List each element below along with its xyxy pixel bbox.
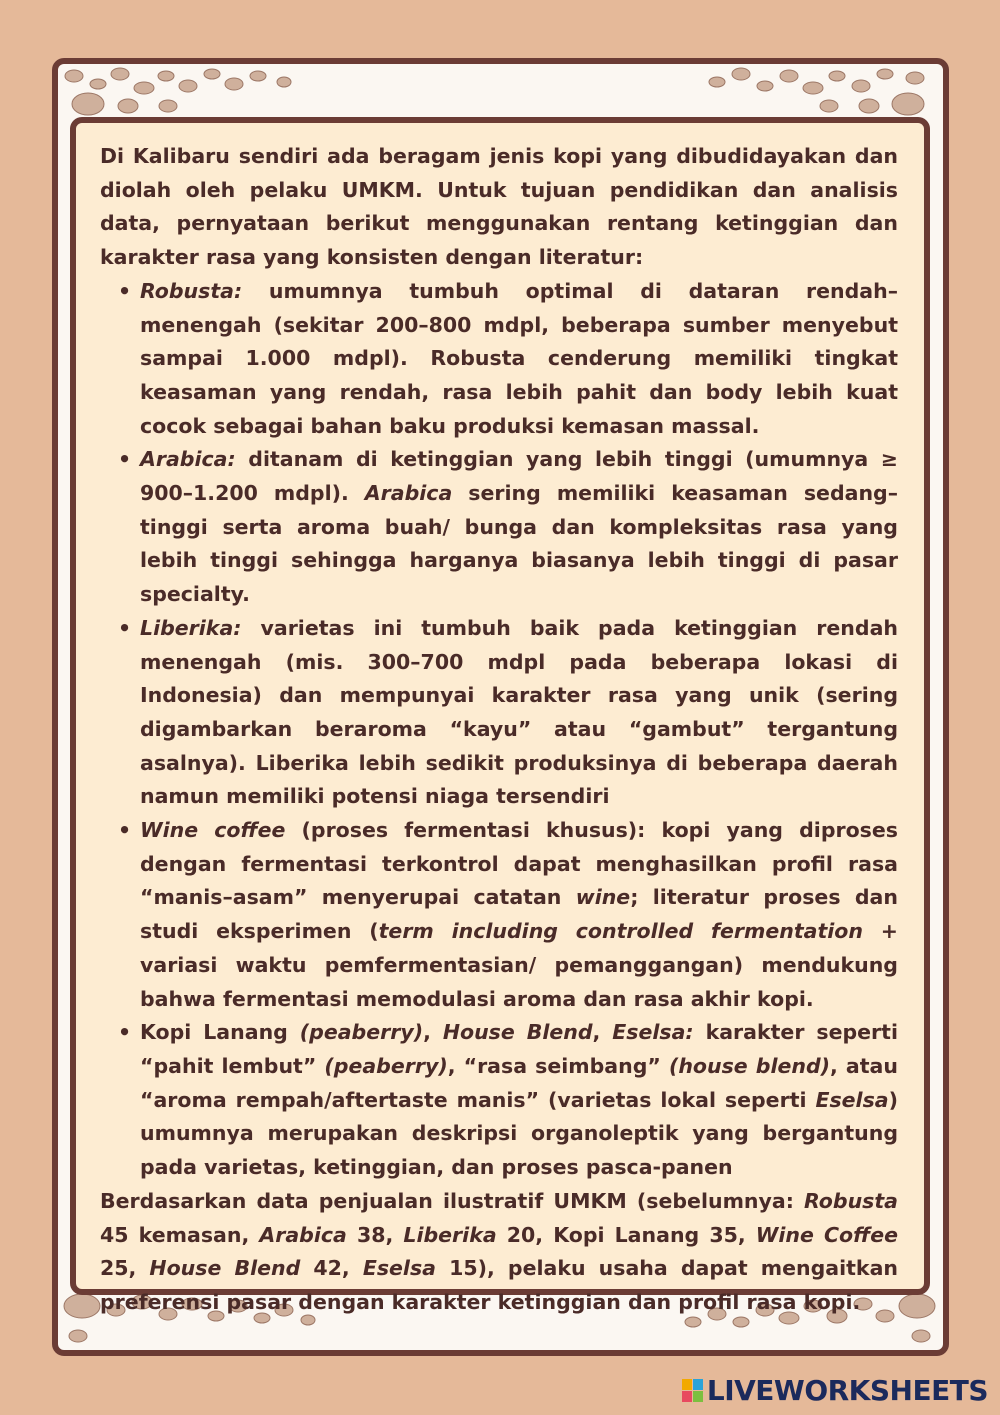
term-wine: wine [575, 885, 631, 910]
liveworksheets-logo[interactable] [682, 1374, 988, 1407]
closing-text-5: 25, [100, 1256, 150, 1281]
content-card [70, 117, 930, 1314]
list-item-robusta [140, 275, 898, 444]
closing-paragraph [100, 1185, 898, 1320]
lanang-text-4: karakter seperti “pahit lembut” [140, 1020, 898, 1078]
arabica-description-1: ditanam di ketinggian yang lebih tinggi (umumnya ≥ 900–1.200 mdpl). [140, 447, 898, 506]
liberika-description: varietas ini tumbuh baik pada ketinggian rendah menengah (mis. 300–700 mdpl pada beberapa lokasi di Indonesia) dan mempunyai karakter rasa yang unik (sering digambarkan beraroma “kayu” atau “gambut” tergantung asalnya). Liberika lebih sedikit produksinya di beberapa daerah namun memiliki potensi niaga tersendiri [140, 615, 898, 809]
closing-term-liberika: Liberika [403, 1222, 497, 1247]
term-eselsa-2: Eselsa [815, 1087, 889, 1112]
list-item-arabica [140, 443, 898, 612]
term-peaberry-2: (peaberry) [324, 1053, 448, 1078]
term-arabica-inline: Arabica [364, 481, 453, 506]
term-house-blend-2: (house blend) [668, 1053, 831, 1078]
term-eselsa: Eselsa: [612, 1020, 694, 1045]
term-liberika: Liberika: [140, 615, 242, 640]
coffee-types-list [100, 275, 898, 1185]
closing-term-robusta: Robusta [804, 1188, 898, 1213]
wine-description-2: ; literatur proses dan studi eksperimen ( [140, 885, 898, 944]
closing-text-7: 15), pelaku usaha dapat mengaitkan preferensi pasar dengan karakter ketinggian dan profil rasa kopi. [100, 1256, 898, 1314]
list-item-liberika [140, 612, 898, 814]
term-controlled-fermentation: term including controlled fermentation [378, 919, 863, 944]
coffee-beans-decoration-top-right [683, 64, 943, 124]
term-wine-coffee: Wine coffee [140, 818, 286, 843]
term-house-blend: House Blend [442, 1020, 593, 1045]
closing-term-arabica: Arabica [259, 1222, 347, 1247]
list-item-kopi-lanang [140, 1016, 898, 1185]
closing-term-wine-coffee: Wine Coffee [755, 1222, 898, 1247]
logo-text: LIVEWORKSHEETS [706, 1374, 988, 1407]
closing-text-2: 45 kemasan, [100, 1222, 260, 1247]
closing-term-eselsa: Eselsa [362, 1256, 436, 1281]
term-robusta: Robusta: [140, 278, 243, 303]
lanang-text-5: , “rasa seimbang” [447, 1053, 669, 1078]
wine-description-1: (proses fermentasi khusus): kopi yang diproses dengan fermentasi terkontrol dapat menghasilkan profil rasa “manis–asam” menyerupai catatan [140, 818, 898, 910]
list-item-wine-coffee [140, 814, 898, 1016]
lanang-text-6: , atau “aroma rempah/aftertaste manis” (varietas lokal seperti [140, 1053, 898, 1112]
intro-paragraph: Di Kalibaru sendiri ada beragam jenis kopi yang dibudidayakan dan diolah oleh pelaku UMKM. Untuk tujuan pendidikan dan analisis data, pernyataan berikut menggunakan rentang ketinggian dan karakter rasa yang konsisten dengan literatur: [100, 144, 898, 270]
term-arabica: Arabica: [140, 447, 236, 472]
term-peaberry: (peaberry) [299, 1020, 424, 1045]
lanang-text-3: , [592, 1020, 613, 1045]
closing-text-3: 38, [346, 1222, 404, 1247]
lanang-text-2: , [423, 1020, 443, 1045]
robusta-description: umumnya tumbuh optimal di dataran rendah–menengah (sekitar 200–800 mdpl, beberapa sumber menyebut sampai 1.000 mdpl). Robusta cenderung memiliki tingkat keasaman yang rendah, rasa lebih pahit dan body lebih kuat cocok sebagai bahan baku produksi kemasan massal. [140, 278, 898, 438]
wine-description-3: + variasi waktu pemfermentasian/ pemanggangan) mendukung bahwa fermentasi memodulasi aroma dan rasa akhir kopi. [140, 919, 898, 1011]
arabica-description-2: sering memiliki keasaman sedang–tinggi serta aroma buah/ bunga dan kompleksitas rasa yang lebih tinggi sehingga harganya biasanya lebih tinggi di pasar specialty. [140, 481, 898, 607]
lanang-text-1: Kopi Lanang [140, 1020, 300, 1045]
closing-text-6: 42, [300, 1256, 363, 1281]
closing-term-house-blend: House Blend [149, 1256, 301, 1281]
lanang-text-7: ) umumnya merupakan deskripsi organoleptik yang bergantung pada varietas, ketinggian, dan proses pasca-panen [140, 1087, 898, 1180]
closing-text-1: Berdasarkan data penjualan ilustratif UMKM (sebelumnya: [100, 1188, 805, 1213]
coffee-beans-decoration-top-left [58, 64, 318, 124]
liveworksheets-logo-icon [682, 1379, 703, 1402]
closing-text-4: 20, Kopi Lanang 35, [496, 1222, 756, 1247]
